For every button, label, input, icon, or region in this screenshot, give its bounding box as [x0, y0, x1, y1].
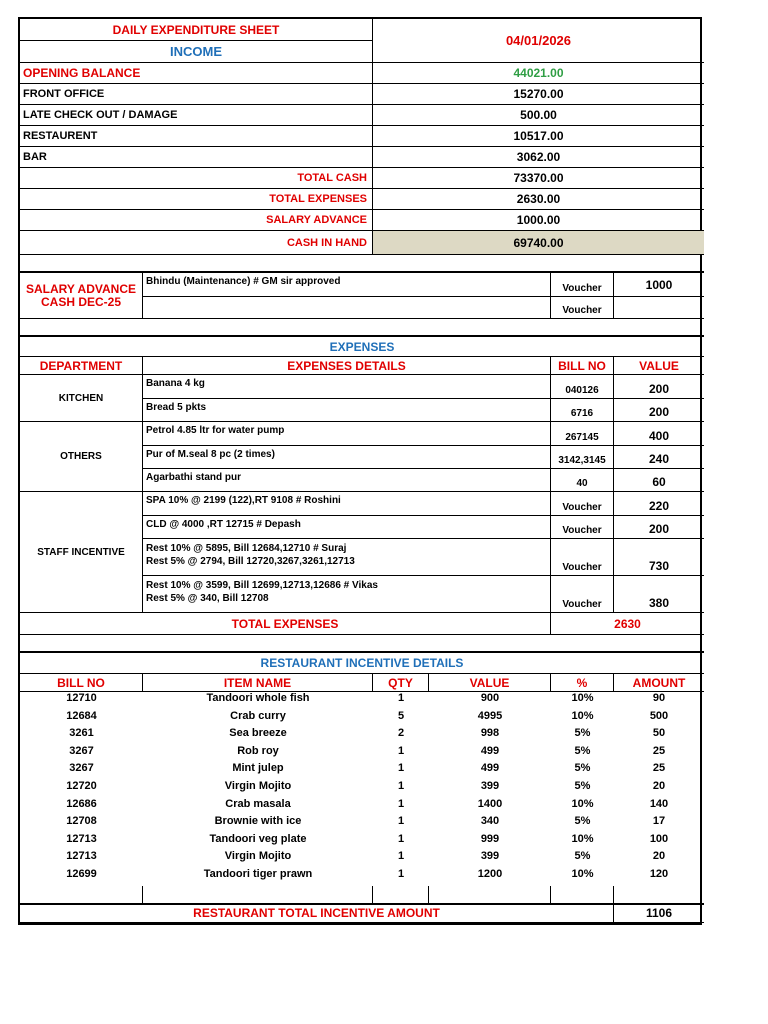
expense-bill[interactable]: 267145	[551, 422, 614, 446]
total-expenses-value[interactable]: 2630.00	[373, 189, 704, 210]
expense-bill[interactable]: 6716	[551, 399, 614, 422]
col-amount: AMOUNT	[614, 674, 704, 692]
empty-cell[interactable]	[143, 886, 373, 904]
expense-detail-line1: Rest 10% @ 3599, Bill 12699,12713,12686 # Vikas	[146, 580, 378, 591]
expense-bill[interactable]: 040126	[551, 375, 614, 399]
restaurant-incentive-section	[18, 653, 702, 925]
salary-advance-section	[18, 273, 702, 337]
expense-value[interactable]: 220	[614, 492, 704, 516]
income-section	[18, 17, 702, 273]
income-label-front-office: FRONT OFFICE	[20, 84, 373, 105]
expense-bill[interactable]: 3142,3145	[551, 446, 614, 469]
total-expenses-label: TOTAL EXPENSES	[20, 189, 373, 210]
col-value: VALUE	[429, 674, 551, 692]
dept-others: OTHERS	[20, 422, 143, 492]
restaurant-total-value[interactable]: 1106	[614, 904, 704, 923]
salary-advance-detail-1[interactable]: Bhindu (Maintenance) # GM sir approved	[143, 273, 551, 297]
cash-in-hand-label: CASH IN HAND	[20, 231, 373, 255]
salary-advance-value-2[interactable]	[614, 297, 704, 319]
expense-bill[interactable]: Voucher	[551, 539, 614, 576]
expense-detail-line2: Rest 5% @ 2794, Bill 12720,3267,3261,12713	[146, 556, 355, 567]
salary-advance-label: SALARY ADVANCE	[20, 210, 373, 231]
expense-detail[interactable]: Banana 4 kg	[143, 375, 551, 399]
expense-value[interactable]: 60	[614, 469, 704, 492]
expense-value[interactable]: 240	[614, 446, 704, 469]
expenses-section	[18, 337, 702, 653]
expense-detail-line1: Rest 10% @ 5895, Bill 12684,12710 # Suraj	[146, 543, 347, 554]
expense-value[interactable]: 400	[614, 422, 704, 446]
empty-cell[interactable]	[373, 886, 429, 904]
expenses-total-value[interactable]: 2630	[551, 613, 704, 635]
salary-advance-bill-2[interactable]: Voucher	[551, 297, 614, 319]
income-label-restaurent: RESTAURENT	[20, 126, 373, 147]
expenses-total-label: TOTAL EXPENSES	[20, 613, 551, 635]
income-label-opening	[20, 63, 373, 84]
empty-cell[interactable]	[614, 886, 704, 904]
spacer-row	[20, 319, 704, 337]
expense-detail-line2: Rest 5% @ 340, Bill 12708	[146, 593, 269, 604]
opening-balance-value: 44021.00	[513, 66, 564, 80]
col-expense-details: EXPENSES DETAILS	[143, 357, 551, 375]
col-bill-no: BILL NO	[551, 357, 614, 375]
expense-value[interactable]: 200	[614, 516, 704, 539]
empty-cell[interactable]	[20, 886, 143, 904]
dept-kitchen: KITCHEN	[20, 375, 143, 422]
expense-detail[interactable]: Pur of M.seal 8 pc (2 times)	[143, 446, 551, 469]
income-label-late-checkout: LATE CHECK OUT / DAMAGE	[20, 105, 373, 126]
expense-value[interactable]: 200	[614, 375, 704, 399]
expense-detail[interactable]: SPA 10% @ 2199 (122),RT 9108 # Roshini	[143, 492, 551, 516]
dept-staff-incentive: STAFF INCENTIVE	[20, 492, 143, 613]
col-item-name: ITEM NAME	[143, 674, 373, 692]
income-value-late-checkout[interactable]: 500.00	[373, 105, 704, 126]
salary-advance-title	[20, 273, 143, 319]
col-percent: %	[551, 674, 614, 692]
expense-bill[interactable]: Voucher	[551, 576, 614, 613]
income-value-restaurent[interactable]: 10517.00	[373, 126, 704, 147]
expense-bill[interactable]: Voucher	[551, 516, 614, 539]
expense-detail[interactable]: Agarbathi stand pur	[143, 469, 551, 492]
total-cash-label: TOTAL CASH	[20, 168, 373, 189]
expenses-heading: EXPENSES	[20, 337, 704, 357]
income-heading: INCOME	[20, 41, 373, 63]
expenditure-sheet	[18, 17, 702, 925]
empty-cell[interactable]	[551, 886, 614, 904]
income-value-opening[interactable]	[373, 63, 704, 84]
empty-cell[interactable]	[429, 886, 551, 904]
total-cash-value[interactable]: 73370.00	[373, 168, 704, 189]
expense-value[interactable]: 380	[614, 576, 704, 613]
restaurant-heading: RESTAURANT INCENTIVE DETAILS	[20, 653, 704, 674]
sheet-date[interactable]: 04/01/2026	[373, 19, 704, 63]
salary-advance-bill-1[interactable]: Voucher	[551, 273, 614, 297]
expense-detail[interactable]: Petrol 4.85 ltr for water pump	[143, 422, 551, 446]
col-bill-no: BILL NO	[20, 674, 143, 692]
expense-detail[interactable]: Bread 5 pkts	[143, 399, 551, 422]
expense-bill[interactable]: 40	[551, 469, 614, 492]
expense-detail[interactable]	[143, 539, 551, 576]
salary-advance-value-1[interactable]: 1000	[614, 273, 704, 297]
col-department: DEPARTMENT	[20, 357, 143, 375]
opening-balance-label: OPENING BALANCE	[23, 66, 141, 80]
salary-advance-title-line1: SALARY ADVANCE	[25, 281, 136, 296]
col-value: VALUE	[614, 357, 704, 375]
salary-advance-detail-2[interactable]	[143, 297, 551, 319]
salary-advance-value[interactable]: 1000.00	[373, 210, 704, 231]
expense-value[interactable]: 200	[614, 399, 704, 422]
expense-detail[interactable]: CLD @ 4000 ,RT 12715 # Depash	[143, 516, 551, 539]
income-label-bar: BAR	[20, 147, 373, 168]
expense-bill[interactable]: Voucher	[551, 492, 614, 516]
cash-in-hand-value[interactable]: 69740.00	[373, 231, 704, 255]
spacer-row	[20, 635, 704, 653]
salary-advance-title-line2: CASH DEC-25	[40, 294, 121, 309]
restaurant-total-label: RESTAURANT TOTAL INCENTIVE AMOUNT	[20, 904, 614, 923]
income-value-front-office[interactable]: 15270.00	[373, 84, 704, 105]
expense-detail[interactable]	[143, 576, 551, 613]
income-value-bar[interactable]: 3062.00	[373, 147, 704, 168]
spacer-row	[20, 255, 704, 273]
col-qty: QTY	[373, 674, 429, 692]
expense-value[interactable]: 730	[614, 539, 704, 576]
sheet-title: DAILY EXPENDITURE SHEET	[20, 19, 373, 41]
